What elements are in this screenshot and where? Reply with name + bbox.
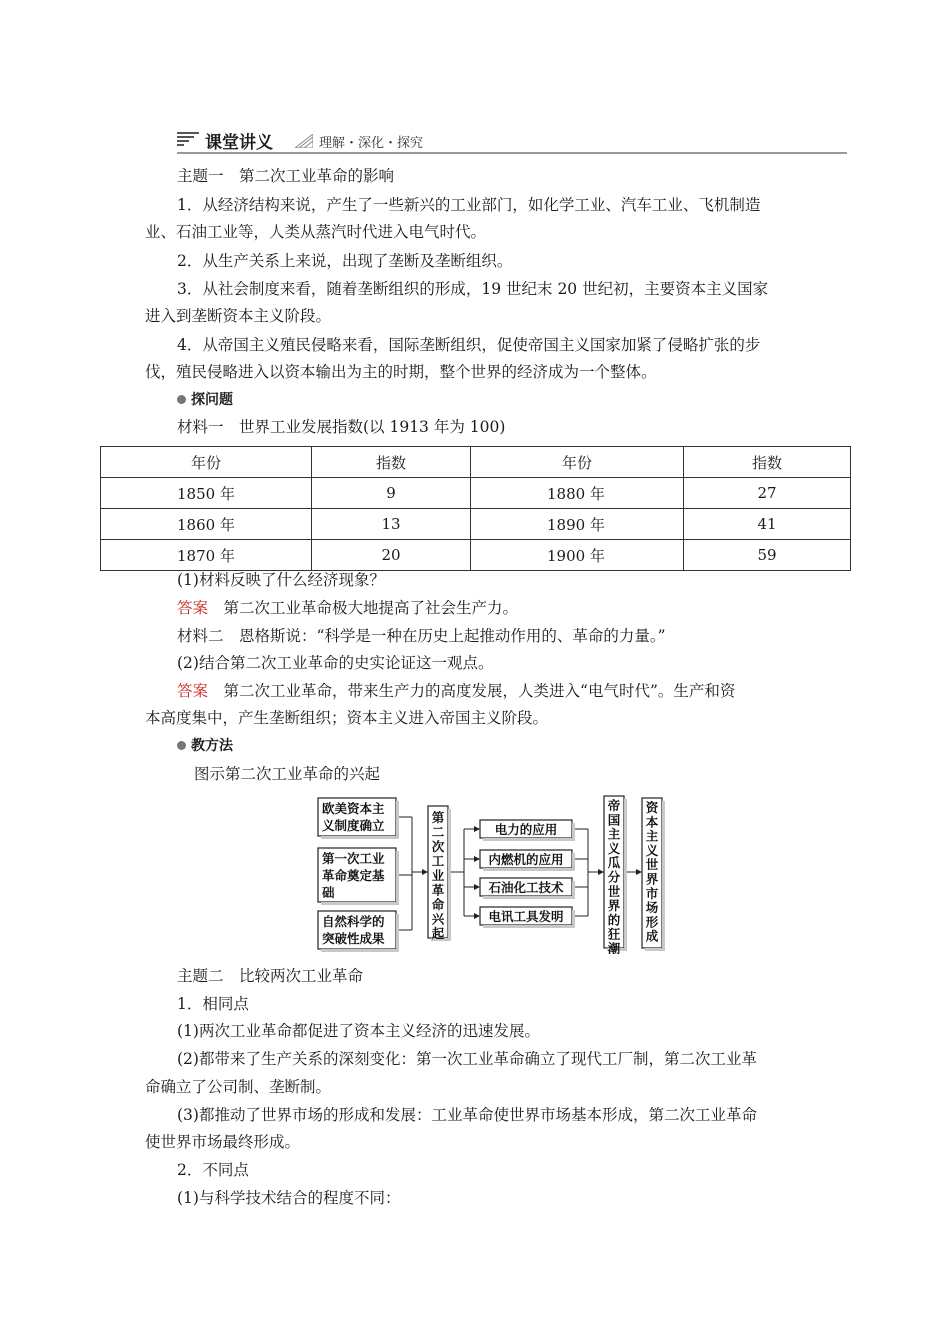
table-cell: 1860 年 [101,509,312,540]
section-header [177,128,847,154]
result-label-1: 界 [607,898,621,914]
topic1-para1-line2: 业、石油工业等，人类从蒸汽时代进入电气时代。 [145,223,487,241]
table-header-cell: 指数 [312,447,471,478]
topic2-similar-2-line1: (2)都带来了生产关系的深刻变化：第一次工业革命确立了现代工厂制，第二次工业革 [177,1050,757,1068]
result-label-2: 成 [645,928,659,944]
result-label-1: 义 [607,840,621,856]
result-label-2: 资 [645,800,659,815]
table-row [101,540,851,571]
result-label-1: 分 [607,869,621,885]
table-cell: 1850 年 [101,478,312,509]
result-label-1: 的 [607,912,621,928]
result-label-2: 义 [645,842,659,858]
table-header-row [101,447,851,478]
answer1 [177,597,807,619]
table-row [101,478,851,509]
topic1-para3-line1: 3．从社会制度来看，随着垄断组织的形成，19 世纪末 20 世纪初，主要资本主义国家 [177,280,769,298]
result-label-1: 世 [607,883,621,899]
center-label: 工 [431,853,445,869]
topic2-similar-3-line2: 使世界市场最终形成。 [145,1133,301,1151]
header-stripe-icon [177,132,199,148]
bullet-dot-icon [177,395,186,404]
table-cell: 1900 年 [471,540,684,571]
cause-label-2: 第一次工业 [322,851,385,866]
table-header-cell: 指数 [684,447,851,478]
material2-caption: 材料二 恩格斯说：“科学是一种在历史上起推动作用的、革命的力量。” [177,627,666,645]
item-label-4: 电讯工具发明 [488,909,564,924]
result-label-1: 潮 [607,941,621,954]
result-label-1: 国 [607,812,621,828]
result-label-1: 狂 [607,926,621,942]
result-label-1: 瓜 [607,855,621,871]
result-label-2: 场 [645,900,659,916]
result-label-2: 本 [645,814,659,830]
result-label-2: 市 [645,885,659,901]
explore-label: 探问题 [191,392,233,408]
question2: (2)结合第二次工业革命的史实论证这一观点。 [177,654,494,672]
item-label-2: 内燃机的应用 [488,852,564,867]
table-cell: 59 [684,540,851,571]
topic2-similar-3-line1: (3)都推动了世界市场的形成和发展：工业革命使世界市场基本形成，第二次工业革命 [177,1106,757,1124]
explore-heading [177,389,807,411]
topic1-title: 主题一 第二次工业革命的影响 [177,167,395,185]
topic2-title: 主题二 比较两次工业革命 [177,967,364,985]
table-cell: 1870 年 [101,540,312,571]
topic1-para3-line2: 进入到垄断资本主义阶段。 [145,307,332,325]
topic1-para1-line1: 1．从经济结构来说，产生了一些新兴的工业部门，如化学工业、汽车工业、飞机制造 [177,196,761,214]
cause-label-3: 自然科学的 [322,914,385,929]
result-label-2: 主 [645,828,659,844]
bullet-dot-icon [177,741,186,750]
center-label: 业 [431,868,445,883]
method-heading [177,735,807,757]
topic1-para4-line1: 4．从帝国主义殖民侵略来看，国际垄断组织，促使帝国主义国家加紧了侵略扩张的步 [177,336,761,354]
header-ramp-icon [295,134,313,148]
center-label: 兴 [431,911,445,927]
industrial-index-table [100,446,851,571]
table-cell: 20 [312,540,471,571]
center-label: 次 [431,839,445,854]
center-label: 命 [431,897,445,912]
table-row [101,509,851,540]
answer-label: 答案 [177,682,209,700]
cause-label-2: 革命奠定基 [322,868,385,883]
result-label-2: 形 [645,914,659,930]
table-cell: 13 [312,509,471,540]
table-cell: 27 [684,478,851,509]
center-label: 起 [431,926,445,941]
topic1-para2: 2．从生产关系上来说，出现了垄断及垄断组织。 [177,252,513,270]
center-label: 二 [431,824,445,840]
section-subtitle: 理解・深化・探究 [319,136,424,151]
result-label-2: 世 [645,857,659,873]
section-title: 课堂讲义 [205,133,273,153]
item-label-3: 石油化工技术 [488,880,564,895]
answer1-text: 第二次工业革命极大地提高了社会生产力。 [208,599,519,617]
answer-label: 答案 [177,599,209,617]
material1-caption: 材料一 世界工业发展指数(以 1913 年为 100) [177,418,506,436]
table-cell: 1890 年 [471,509,684,540]
table-cell: 9 [312,478,471,509]
result-label-1: 帝 [607,798,621,813]
topic1-para4-line2: 伐，殖民侵略进入以资本输出为主的时期，整个世界的经济成为一个整体。 [145,363,657,381]
center-label: 第 [431,810,445,825]
topic2-similar-heading: 1．相同点 [177,995,249,1013]
method-label: 教方法 [191,738,233,754]
question1: (1)材料反映了什么经济现象？ [177,571,385,589]
cause-label-3: 突破性成果 [322,931,385,946]
table-header-cell: 年份 [101,447,312,478]
topic2-different-heading: 2．不同点 [177,1161,249,1179]
flow-diagram-svg [300,794,672,954]
topic2-similar-2-line2: 命确立了公司制、垄断制。 [145,1078,332,1096]
result-label-1: 主 [607,826,621,842]
cause-label-1: 义制度确立 [322,818,385,833]
answer2-line2: 本高度集中，产生垄断组织；资本主义进入帝国主义阶段。 [145,709,549,727]
result-label-2: 界 [645,871,659,887]
topic2-different-1: (1)与科学技术结合的程度不同： [177,1189,401,1207]
cause-label-1: 欧美资本主 [322,801,385,816]
cause-label-2: 础 [322,885,335,900]
table-cell: 1880 年 [471,478,684,509]
center-label: 革 [431,882,445,898]
header-rule [177,152,847,154]
diagram-caption: 图示第二次工业革命的兴起 [194,765,381,783]
table-cell: 41 [684,509,851,540]
flow-diagram [300,794,672,958]
answer2-line1 [177,680,807,702]
item-label-1: 电力的应用 [494,822,558,837]
answer2-text: 第二次工业革命，带来生产力的高度发展，人类进入“电气时代”。生产和资 [208,682,736,700]
topic2-similar-1: (1)两次工业革命都促进了资本主义经济的迅速发展。 [177,1022,540,1040]
table-header-cell: 年份 [471,447,684,478]
